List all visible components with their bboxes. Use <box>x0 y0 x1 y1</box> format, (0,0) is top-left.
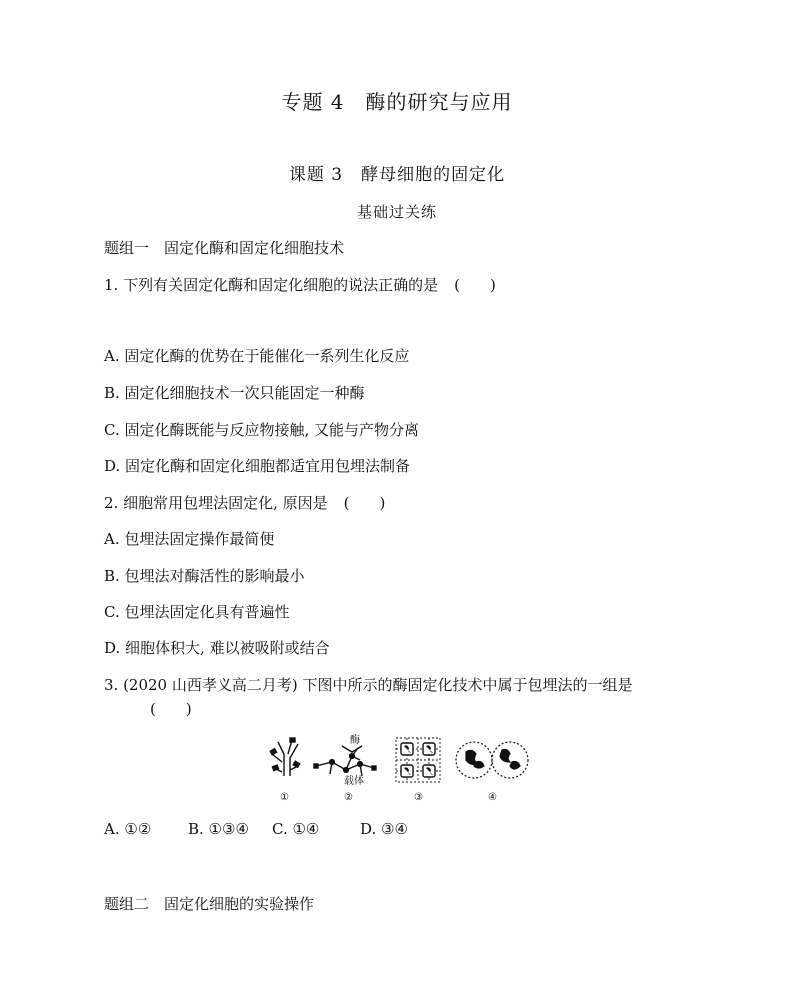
figure-1-adsorption <box>270 738 299 776</box>
lesson-title: 课题 3 酵母细胞的固定化 <box>288 165 506 185</box>
question-3-option-b: B. ①③④ <box>188 820 249 838</box>
question-1-text: 1. 下列有关固定化酶和固定化细胞的说法正确的是 <box>104 276 439 294</box>
question-1-option-c: C. 固定化酶既能与反应物接触, 又能与产物分离 <box>104 421 420 439</box>
answer-blank: ( ) <box>454 276 496 294</box>
answer-blank: ( ) <box>343 494 386 512</box>
question-2-stem <box>104 492 385 513</box>
figure-4-microcapsule <box>456 742 528 778</box>
question-3-option-a: A. ①② <box>104 820 152 838</box>
figure-label-3: ③ <box>414 792 423 803</box>
group1-heading: 题组一 固定化酶和固定化细胞技术 <box>104 239 345 257</box>
question-1-option-b: B. 固定化细胞技术一次只能固定一种酶 <box>104 384 365 402</box>
section-title: 基础过关练 <box>356 203 437 221</box>
answer-blank: ( ) <box>150 700 192 718</box>
question-1-stem <box>104 274 496 295</box>
question-2-option-a: A. 包埋法固定操作最简便 <box>104 530 275 548</box>
label-carrier: 载体 <box>344 776 364 787</box>
question-1-option-a: A. 固定化酶的优势在于能催化一系列生化反应 <box>104 347 410 365</box>
figure-3-lattice <box>396 738 440 782</box>
figure-label-4: ④ <box>488 792 497 803</box>
question-2-option-b: B. 包埋法对酶活性的影响最小 <box>104 567 305 585</box>
question-3-options <box>104 820 408 838</box>
question-3-option-d: D. ③④ <box>360 820 408 838</box>
enzyme-immobilization-figure <box>262 732 532 806</box>
question-3-stem: 3. (2020 山西孝义高二月考) 下图中所示的酶固定化技术中属于包埋法的一组是 <box>104 676 633 694</box>
question-2-text: 2. 细胞常用包埋法固定化, 原因是 <box>104 494 328 512</box>
figure-label-2: ② <box>344 792 353 803</box>
figure-illustration <box>262 732 532 806</box>
group2-heading: 题组二 固定化细胞的实验操作 <box>104 895 315 913</box>
figure-label-1: ① <box>280 792 289 803</box>
label-enzyme: 酶 <box>350 735 360 746</box>
page-title: 专题 4 酶的研究与应用 <box>281 90 513 114</box>
question-2-option-c: C. 包埋法固定化具有普遍性 <box>104 603 290 621</box>
question-3-option-c: C. ①④ <box>272 820 320 838</box>
question-1-option-d: D. 固定化酶和固定化细胞都适宜用包埋法制备 <box>104 457 411 475</box>
figure-2-crosslinking <box>314 746 376 776</box>
question-2-option-d: D. 细胞体积大, 难以被吸附或结合 <box>104 639 330 657</box>
